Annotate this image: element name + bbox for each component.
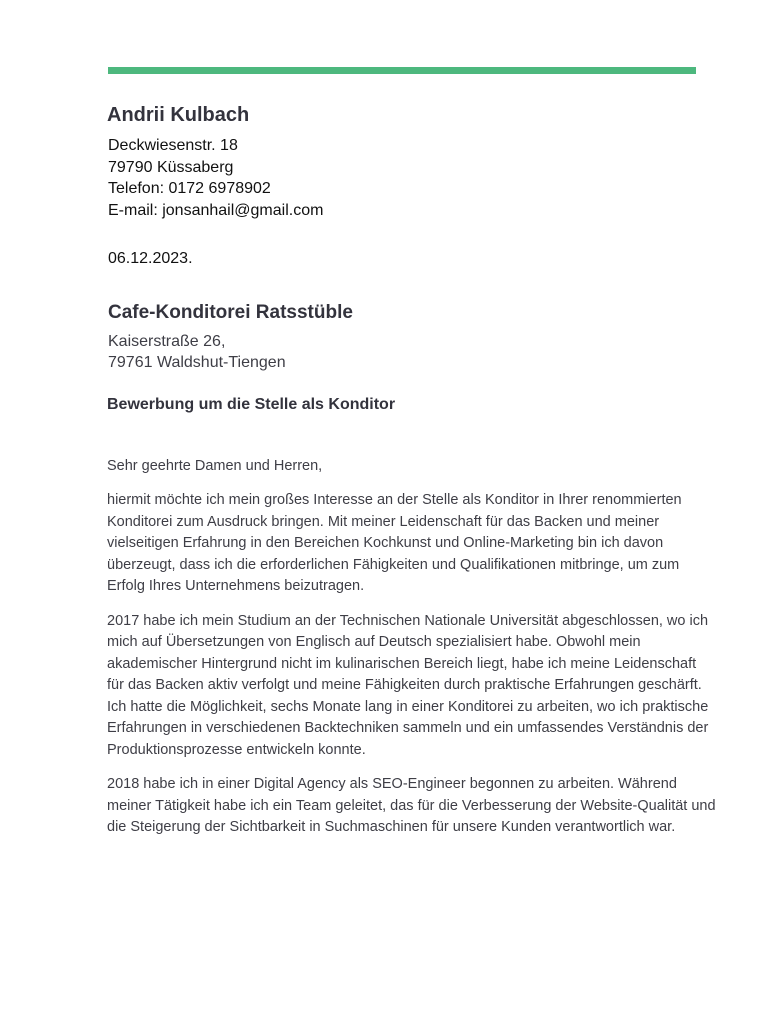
sender-name: Andrii Kulbach xyxy=(107,104,250,126)
recipient-name: Cafe-Konditorei Ratsstüble xyxy=(108,302,353,323)
recipient-block xyxy=(108,301,708,373)
body-paragraph: hiermit möchte ich mein großes Interesse an der Stelle als Konditor in Ihrer renommierten Konditorei zum Ausdruck bringen. Mit meiner Leidenschaft für das Backen und meiner vielseitigen Erfahrung in den Bereichen Kochkunst und Online-Marketing bin ich davon überzeugt, dass ich die erforderlichen Fähigkeiten und Qualifikationen mitbringe, um zum Erfolg Ihres Unternehmens beizutragen. xyxy=(107,492,682,594)
recipient-city: 79761 Waldshut-Tiengen xyxy=(108,354,286,371)
letter-salutation: Sehr geehrte Damen und Herren, xyxy=(107,458,323,474)
body-paragraph: 2017 habe ich mein Studium an der Technischen Nationale Universität abgeschlossen, wo ich mich auf Übersetzungen von Englisch auf Deutsch spezialisiert habe. Obwohl mein akademischer Hintergrund nicht im kulinarischen Bereich liegt, habe ich meine Leidenschaft für das Backen aktiv verfolgt und meine Fähigkeiten durch praktische Erfahrungen geschärft. Ich hatte die Möglichkeit, sechs Monate lang in einer Konditorei zu arbeiten, wo ich praktische Erfahrungen in verschiedenen Backtechniken sammeln und ein umfassendes Verständnis der Produktionsprozesse entwickeln konnte. xyxy=(107,612,709,758)
letter-subject: Bewerbung um die Stelle als Konditor xyxy=(107,396,396,413)
recipient-street: Kaiserstraße 26, xyxy=(108,333,226,350)
sender-block xyxy=(107,103,707,221)
sender-street: Deckwiesenstr. 18 xyxy=(108,137,238,154)
sender-phone: Telefon: 0172 6978902 xyxy=(108,180,271,197)
body-paragraph: 2018 habe ich in einer Digital Agency als SEO-Engineer begonnen zu arbeiten. Während meiner Tätigkeit habe ich ein Team geleitet, das für die Verbesserung der Website-Qualität und die Steigerung der Sichtbarkeit in Suchmaschinen für unsere Kunden verantwortlich war. xyxy=(107,776,716,835)
letter-body xyxy=(107,490,717,852)
sender-city: 79790 Küssaberg xyxy=(108,158,234,176)
header-accent-bar xyxy=(108,67,696,74)
sender-email: E-mail: jonsanhail@gmail.com xyxy=(108,201,324,219)
letter-date: 06.12.2023. xyxy=(108,250,193,267)
